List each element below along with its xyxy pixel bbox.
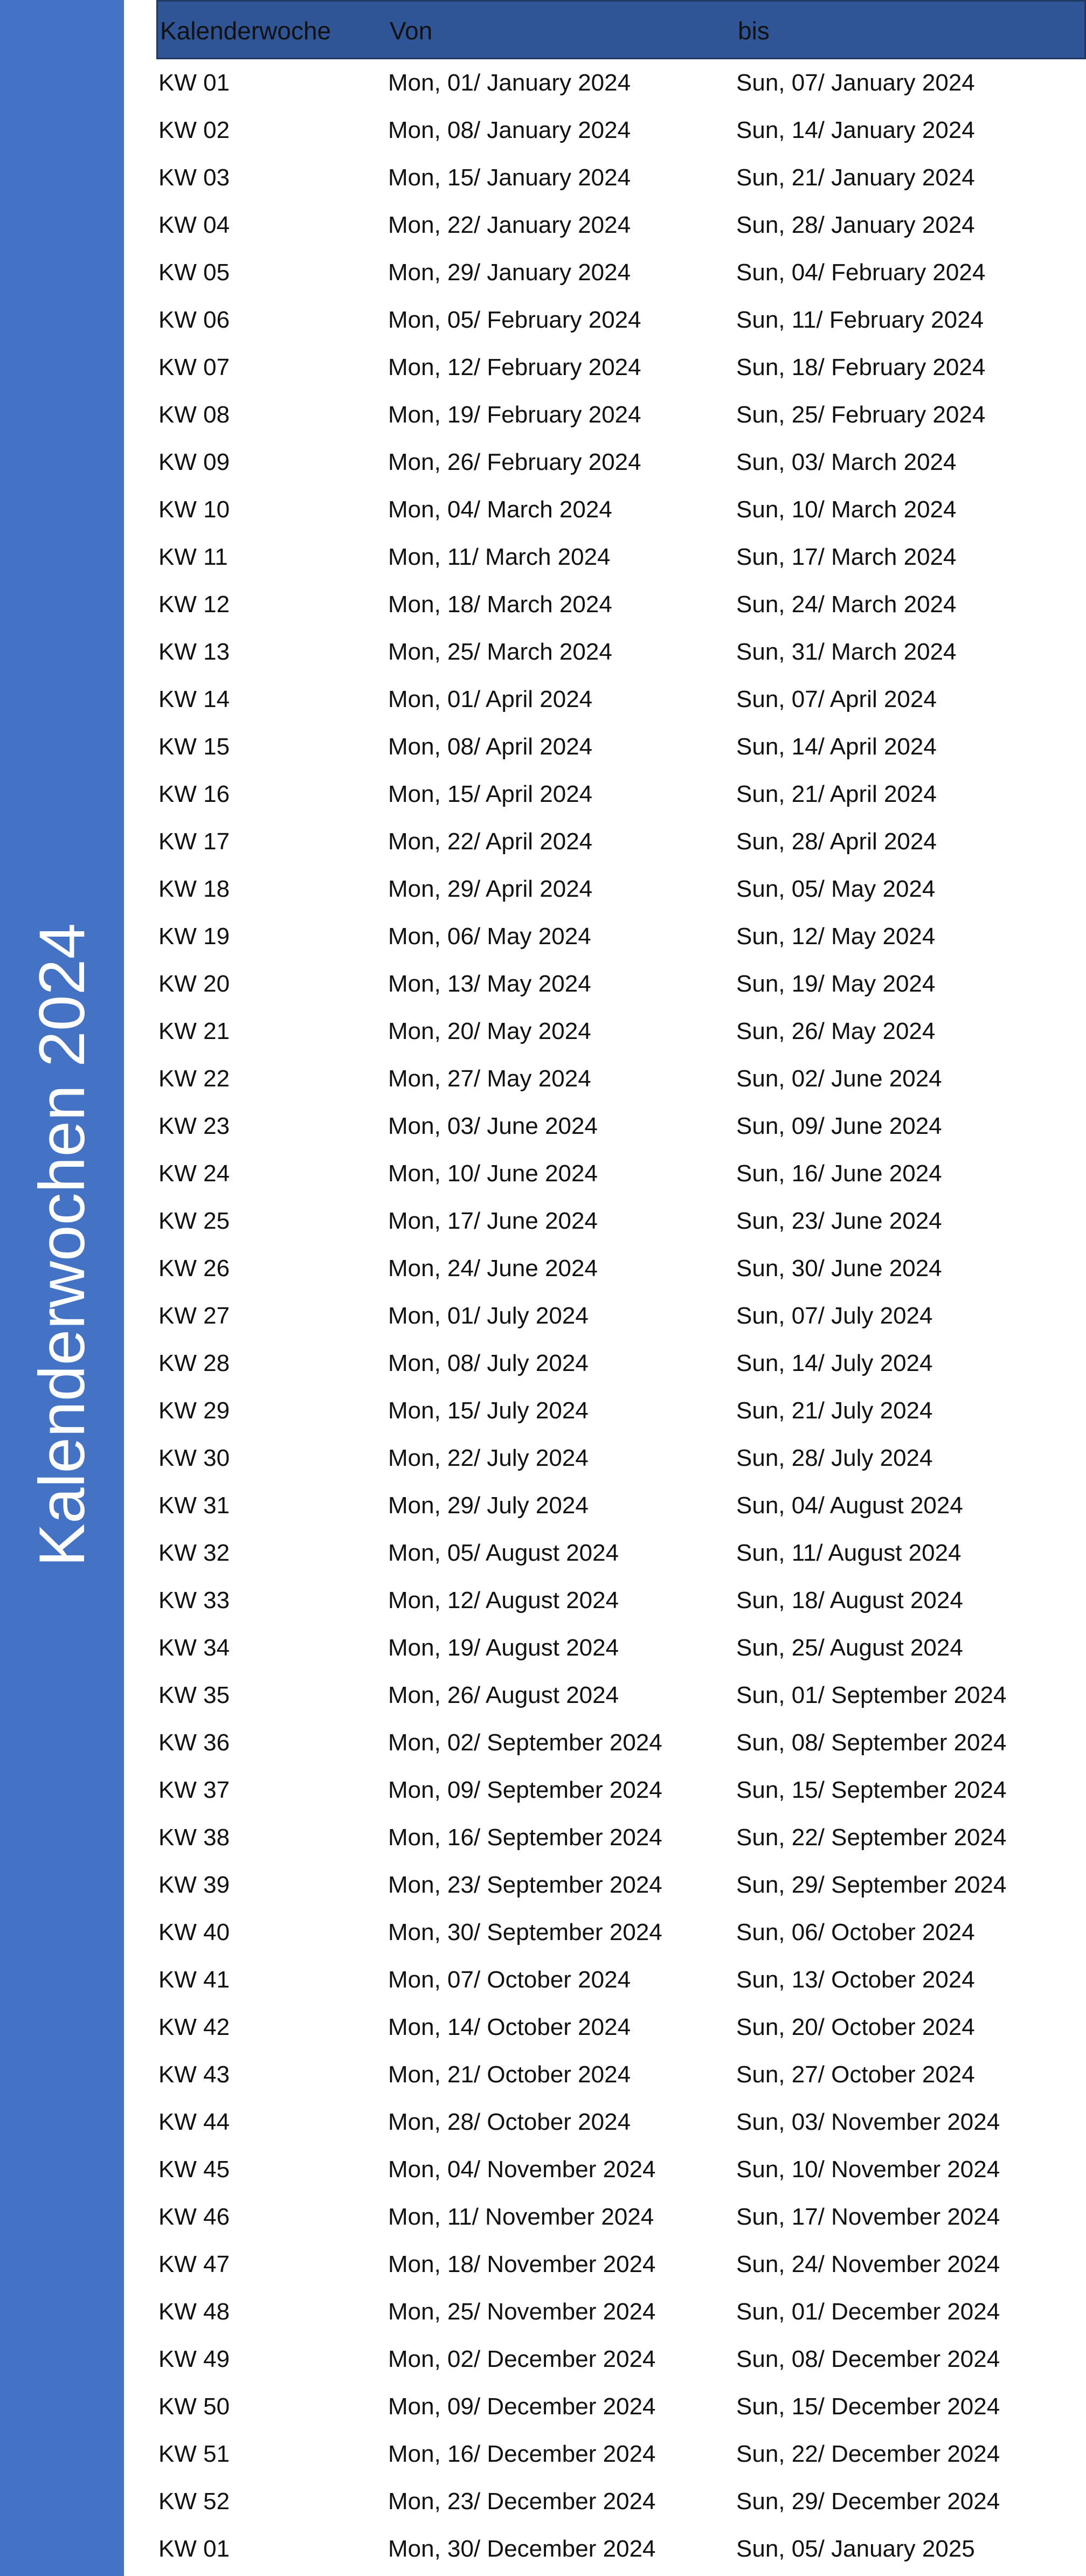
to-cell: Sun, 18/ August 2024 bbox=[736, 1587, 963, 1614]
to-cell: Sun, 05/ January 2025 bbox=[736, 2536, 975, 2562]
week-cell: KW 22 bbox=[158, 1065, 230, 1092]
table-row bbox=[156, 154, 1086, 202]
from-cell: Mon, 27/ May 2024 bbox=[388, 1065, 591, 1092]
from-cell: Mon, 26/ February 2024 bbox=[388, 449, 641, 475]
to-cell: Sun, 23/ June 2024 bbox=[736, 1208, 942, 1234]
table-row bbox=[156, 723, 1086, 771]
to-cell: Sun, 27/ October 2024 bbox=[736, 2061, 975, 2088]
week-cell: KW 48 bbox=[158, 2298, 230, 2325]
table-row bbox=[156, 1814, 1086, 1861]
table-row bbox=[156, 1103, 1086, 1150]
week-cell: KW 20 bbox=[158, 971, 230, 997]
from-cell: Mon, 05/ February 2024 bbox=[388, 307, 641, 333]
from-cell: Mon, 29/ January 2024 bbox=[388, 259, 631, 286]
table-row bbox=[156, 1482, 1086, 1529]
table-row bbox=[156, 534, 1086, 581]
from-cell: Mon, 28/ October 2024 bbox=[388, 2109, 631, 2135]
from-cell: Mon, 23/ September 2024 bbox=[388, 1872, 662, 1898]
table-header bbox=[156, 0, 1086, 59]
from-cell: Mon, 01/ April 2024 bbox=[388, 686, 593, 712]
header-from: Von bbox=[390, 17, 433, 45]
from-cell: Mon, 03/ June 2024 bbox=[388, 1113, 598, 1139]
from-cell: Mon, 25/ November 2024 bbox=[388, 2298, 656, 2325]
from-cell: Mon, 13/ May 2024 bbox=[388, 971, 591, 997]
to-cell: Sun, 14/ July 2024 bbox=[736, 1350, 933, 1376]
from-cell: Mon, 02/ September 2024 bbox=[388, 1729, 662, 1756]
week-cell: KW 21 bbox=[158, 1018, 230, 1044]
from-cell: Mon, 11/ November 2024 bbox=[388, 2204, 654, 2230]
from-cell: Mon, 19/ February 2024 bbox=[388, 401, 641, 428]
week-cell: KW 28 bbox=[158, 1350, 230, 1376]
from-cell: Mon, 22/ January 2024 bbox=[388, 212, 631, 238]
week-cell: KW 26 bbox=[158, 1255, 230, 1282]
week-cell: KW 27 bbox=[158, 1303, 230, 1329]
table-row bbox=[156, 1672, 1086, 1719]
week-cell: KW 13 bbox=[158, 639, 230, 665]
table-row bbox=[156, 676, 1086, 723]
from-cell: Mon, 11/ March 2024 bbox=[388, 544, 611, 570]
table-row bbox=[156, 1861, 1086, 1909]
table-row bbox=[156, 2383, 1086, 2430]
week-cell: KW 47 bbox=[158, 2251, 230, 2277]
header-to: bis bbox=[738, 17, 770, 45]
week-cell: KW 19 bbox=[158, 923, 230, 950]
week-cell: KW 52 bbox=[158, 2488, 230, 2515]
table-row bbox=[156, 2193, 1086, 2241]
week-cell: KW 46 bbox=[158, 2204, 230, 2230]
sidebar-banner bbox=[0, 0, 124, 2576]
week-cell: KW 37 bbox=[158, 1777, 230, 1803]
to-cell: Sun, 31/ March 2024 bbox=[736, 639, 957, 665]
table-row bbox=[156, 59, 1086, 107]
table-row bbox=[156, 1956, 1086, 2004]
week-cell: KW 02 bbox=[158, 117, 230, 143]
week-cell: KW 50 bbox=[158, 2393, 230, 2420]
from-cell: Mon, 06/ May 2024 bbox=[388, 923, 591, 950]
from-cell: Mon, 21/ October 2024 bbox=[388, 2061, 631, 2088]
from-cell: Mon, 07/ October 2024 bbox=[388, 1966, 631, 1993]
to-cell: Sun, 05/ May 2024 bbox=[736, 876, 936, 902]
table-row bbox=[156, 818, 1086, 865]
from-cell: Mon, 23/ December 2024 bbox=[388, 2488, 656, 2515]
header-week: Kalenderwoche bbox=[160, 17, 331, 45]
week-cell: KW 05 bbox=[158, 259, 230, 286]
to-cell: Sun, 15/ December 2024 bbox=[736, 2393, 1000, 2420]
to-cell: Sun, 21/ July 2024 bbox=[736, 1397, 933, 1424]
to-cell: Sun, 04/ February 2024 bbox=[736, 259, 986, 286]
from-cell: Mon, 20/ May 2024 bbox=[388, 1018, 591, 1044]
to-cell: Sun, 30/ June 2024 bbox=[736, 1255, 942, 1282]
to-cell: Sun, 17/ November 2024 bbox=[736, 2204, 1000, 2230]
to-cell: Sun, 22/ December 2024 bbox=[736, 2441, 1000, 2467]
week-cell: KW 36 bbox=[158, 1729, 230, 1756]
table-row bbox=[156, 771, 1086, 818]
to-cell: Sun, 28/ April 2024 bbox=[736, 828, 937, 855]
table-row bbox=[156, 960, 1086, 1008]
from-cell: Mon, 10/ June 2024 bbox=[388, 1160, 598, 1187]
from-cell: Mon, 16/ September 2024 bbox=[388, 1824, 662, 1851]
week-cell: KW 08 bbox=[158, 401, 230, 428]
from-cell: Mon, 04/ November 2024 bbox=[388, 2156, 656, 2183]
to-cell: Sun, 15/ September 2024 bbox=[736, 1777, 1007, 1803]
table-row bbox=[156, 249, 1086, 296]
week-cell: KW 06 bbox=[158, 307, 230, 333]
from-cell: Mon, 22/ April 2024 bbox=[388, 828, 593, 855]
table-row bbox=[156, 2051, 1086, 2099]
table-row bbox=[156, 1055, 1086, 1103]
from-cell: Mon, 30/ September 2024 bbox=[388, 1919, 662, 1945]
to-cell: Sun, 20/ October 2024 bbox=[736, 2014, 975, 2040]
to-cell: Sun, 11/ February 2024 bbox=[736, 307, 984, 333]
week-cell: KW 29 bbox=[158, 1397, 230, 1424]
from-cell: Mon, 15/ January 2024 bbox=[388, 164, 631, 191]
to-cell: Sun, 25/ August 2024 bbox=[736, 1635, 963, 1661]
table-row bbox=[156, 486, 1086, 534]
week-cell: KW 34 bbox=[158, 1635, 230, 1661]
week-cell: KW 40 bbox=[158, 1919, 230, 1945]
to-cell: Sun, 08/ December 2024 bbox=[736, 2346, 1000, 2372]
from-cell: Mon, 04/ March 2024 bbox=[388, 496, 612, 523]
to-cell: Sun, 21/ January 2024 bbox=[736, 164, 975, 191]
to-cell: Sun, 29/ December 2024 bbox=[736, 2488, 1000, 2515]
week-cell: KW 32 bbox=[158, 1540, 230, 1566]
to-cell: Sun, 25/ February 2024 bbox=[736, 401, 986, 428]
table-row bbox=[156, 1624, 1086, 1672]
table-row bbox=[156, 2336, 1086, 2383]
table-row bbox=[156, 913, 1086, 960]
to-cell: Sun, 28/ January 2024 bbox=[736, 212, 975, 238]
to-cell: Sun, 17/ March 2024 bbox=[736, 544, 957, 570]
from-cell: Mon, 29/ April 2024 bbox=[388, 876, 593, 902]
to-cell: Sun, 24/ March 2024 bbox=[736, 591, 957, 618]
table-row bbox=[156, 2430, 1086, 2478]
week-cell: KW 45 bbox=[158, 2156, 230, 2183]
table-row bbox=[156, 2004, 1086, 2051]
from-cell: Mon, 01/ July 2024 bbox=[388, 1303, 589, 1329]
table-row bbox=[156, 628, 1086, 676]
week-cell: KW 01 bbox=[158, 2536, 230, 2562]
to-cell: Sun, 02/ June 2024 bbox=[736, 1065, 942, 1092]
table-row bbox=[156, 1245, 1086, 1292]
week-cell: KW 18 bbox=[158, 876, 230, 902]
sidebar-title: Kalenderwochen 2024 bbox=[26, 923, 98, 1567]
table-row bbox=[156, 1719, 1086, 1767]
from-cell: Mon, 15/ April 2024 bbox=[388, 781, 593, 807]
table-row bbox=[156, 865, 1086, 913]
week-cell: KW 38 bbox=[158, 1824, 230, 1851]
to-cell: Sun, 28/ July 2024 bbox=[736, 1445, 933, 1471]
from-cell: Mon, 25/ March 2024 bbox=[388, 639, 612, 665]
to-cell: Sun, 14/ January 2024 bbox=[736, 117, 975, 143]
week-cell: KW 15 bbox=[158, 733, 230, 760]
table-row bbox=[156, 2146, 1086, 2193]
table-row bbox=[156, 2525, 1086, 2573]
from-cell: Mon, 12/ February 2024 bbox=[388, 354, 641, 380]
from-cell: Mon, 08/ April 2024 bbox=[388, 733, 593, 760]
week-cell: KW 31 bbox=[158, 1492, 230, 1519]
from-cell: Mon, 16/ December 2024 bbox=[388, 2441, 656, 2467]
week-cell: KW 44 bbox=[158, 2109, 230, 2135]
week-cell: KW 10 bbox=[158, 496, 230, 523]
table-row bbox=[156, 1767, 1086, 1814]
to-cell: Sun, 29/ September 2024 bbox=[736, 1872, 1007, 1898]
table-row bbox=[156, 107, 1086, 154]
table-row bbox=[156, 1150, 1086, 1197]
from-cell: Mon, 15/ July 2024 bbox=[388, 1397, 589, 1424]
table-row bbox=[156, 2099, 1086, 2146]
to-cell: Sun, 07/ July 2024 bbox=[736, 1303, 933, 1329]
from-cell: Mon, 09/ September 2024 bbox=[388, 1777, 662, 1803]
calendar-week-table bbox=[156, 0, 1086, 2573]
week-cell: KW 43 bbox=[158, 2061, 230, 2088]
to-cell: Sun, 07/ January 2024 bbox=[736, 70, 975, 96]
table-row bbox=[156, 439, 1086, 486]
from-cell: Mon, 19/ August 2024 bbox=[388, 1635, 619, 1661]
from-cell: Mon, 14/ October 2024 bbox=[388, 2014, 631, 2040]
to-cell: Sun, 11/ August 2024 bbox=[736, 1540, 962, 1566]
from-cell: Mon, 18/ March 2024 bbox=[388, 591, 612, 618]
week-cell: KW 25 bbox=[158, 1208, 230, 1234]
table-row bbox=[156, 2241, 1086, 2288]
from-cell: Mon, 08/ January 2024 bbox=[388, 117, 631, 143]
from-cell: Mon, 17/ June 2024 bbox=[388, 1208, 598, 1234]
week-cell: KW 09 bbox=[158, 449, 230, 475]
to-cell: Sun, 04/ August 2024 bbox=[736, 1492, 963, 1519]
table-row bbox=[156, 1340, 1086, 1387]
week-cell: KW 17 bbox=[158, 828, 230, 855]
table-row bbox=[156, 581, 1086, 628]
from-cell: Mon, 12/ August 2024 bbox=[388, 1587, 619, 1614]
to-cell: Sun, 12/ May 2024 bbox=[736, 923, 936, 950]
week-cell: KW 04 bbox=[158, 212, 230, 238]
from-cell: Mon, 09/ December 2024 bbox=[388, 2393, 656, 2420]
week-cell: KW 33 bbox=[158, 1587, 230, 1614]
from-cell: Mon, 05/ August 2024 bbox=[388, 1540, 619, 1566]
week-cell: KW 07 bbox=[158, 354, 230, 380]
from-cell: Mon, 01/ January 2024 bbox=[388, 70, 631, 96]
from-cell: Mon, 02/ December 2024 bbox=[388, 2346, 656, 2372]
to-cell: Sun, 22/ September 2024 bbox=[736, 1824, 1007, 1851]
to-cell: Sun, 10/ March 2024 bbox=[736, 496, 957, 523]
to-cell: Sun, 09/ June 2024 bbox=[736, 1113, 942, 1139]
table-row bbox=[156, 1909, 1086, 1956]
week-cell: KW 14 bbox=[158, 686, 230, 712]
week-cell: KW 03 bbox=[158, 164, 230, 191]
from-cell: Mon, 30/ December 2024 bbox=[388, 2536, 656, 2562]
to-cell: Sun, 10/ November 2024 bbox=[736, 2156, 1000, 2183]
week-cell: KW 23 bbox=[158, 1113, 230, 1139]
week-cell: KW 16 bbox=[158, 781, 230, 807]
table-body bbox=[156, 59, 1086, 2573]
from-cell: Mon, 18/ November 2024 bbox=[388, 2251, 656, 2277]
table-row bbox=[156, 296, 1086, 344]
table-row bbox=[156, 1292, 1086, 1340]
table-row bbox=[156, 1435, 1086, 1482]
to-cell: Sun, 14/ April 2024 bbox=[736, 733, 937, 760]
table-row bbox=[156, 391, 1086, 439]
table-row bbox=[156, 2288, 1086, 2336]
table-row bbox=[156, 1577, 1086, 1624]
week-cell: KW 42 bbox=[158, 2014, 230, 2040]
week-cell: KW 12 bbox=[158, 591, 230, 618]
from-cell: Mon, 22/ July 2024 bbox=[388, 1445, 589, 1471]
week-cell: KW 35 bbox=[158, 1682, 230, 1708]
to-cell: Sun, 03/ November 2024 bbox=[736, 2109, 1000, 2135]
to-cell: Sun, 21/ April 2024 bbox=[736, 781, 937, 807]
to-cell: Sun, 19/ May 2024 bbox=[736, 971, 936, 997]
to-cell: Sun, 24/ November 2024 bbox=[736, 2251, 1000, 2277]
table-row bbox=[156, 1008, 1086, 1055]
table-row bbox=[156, 2478, 1086, 2525]
week-cell: KW 30 bbox=[158, 1445, 230, 1471]
week-cell: KW 49 bbox=[158, 2346, 230, 2372]
table-row bbox=[156, 1197, 1086, 1245]
table-row bbox=[156, 1387, 1086, 1435]
week-cell: KW 39 bbox=[158, 1872, 230, 1898]
from-cell: Mon, 26/ August 2024 bbox=[388, 1682, 619, 1708]
week-cell: KW 41 bbox=[158, 1966, 230, 1993]
table-row bbox=[156, 1529, 1086, 1577]
to-cell: Sun, 18/ February 2024 bbox=[736, 354, 986, 380]
to-cell: Sun, 06/ October 2024 bbox=[736, 1919, 975, 1945]
from-cell: Mon, 29/ July 2024 bbox=[388, 1492, 589, 1519]
to-cell: Sun, 08/ September 2024 bbox=[736, 1729, 1007, 1756]
to-cell: Sun, 03/ March 2024 bbox=[736, 449, 957, 475]
from-cell: Mon, 24/ June 2024 bbox=[388, 1255, 598, 1282]
to-cell: Sun, 13/ October 2024 bbox=[736, 1966, 975, 1993]
to-cell: Sun, 26/ May 2024 bbox=[736, 1018, 936, 1044]
to-cell: Sun, 16/ June 2024 bbox=[736, 1160, 942, 1187]
week-cell: KW 01 bbox=[158, 70, 230, 96]
to-cell: Sun, 01/ December 2024 bbox=[736, 2298, 1000, 2325]
table-row bbox=[156, 202, 1086, 249]
table-row bbox=[156, 344, 1086, 391]
to-cell: Sun, 01/ September 2024 bbox=[736, 1682, 1007, 1708]
week-cell: KW 11 bbox=[158, 544, 228, 570]
week-cell: KW 24 bbox=[158, 1160, 230, 1187]
to-cell: Sun, 07/ April 2024 bbox=[736, 686, 937, 712]
from-cell: Mon, 08/ July 2024 bbox=[388, 1350, 589, 1376]
week-cell: KW 51 bbox=[158, 2441, 230, 2467]
